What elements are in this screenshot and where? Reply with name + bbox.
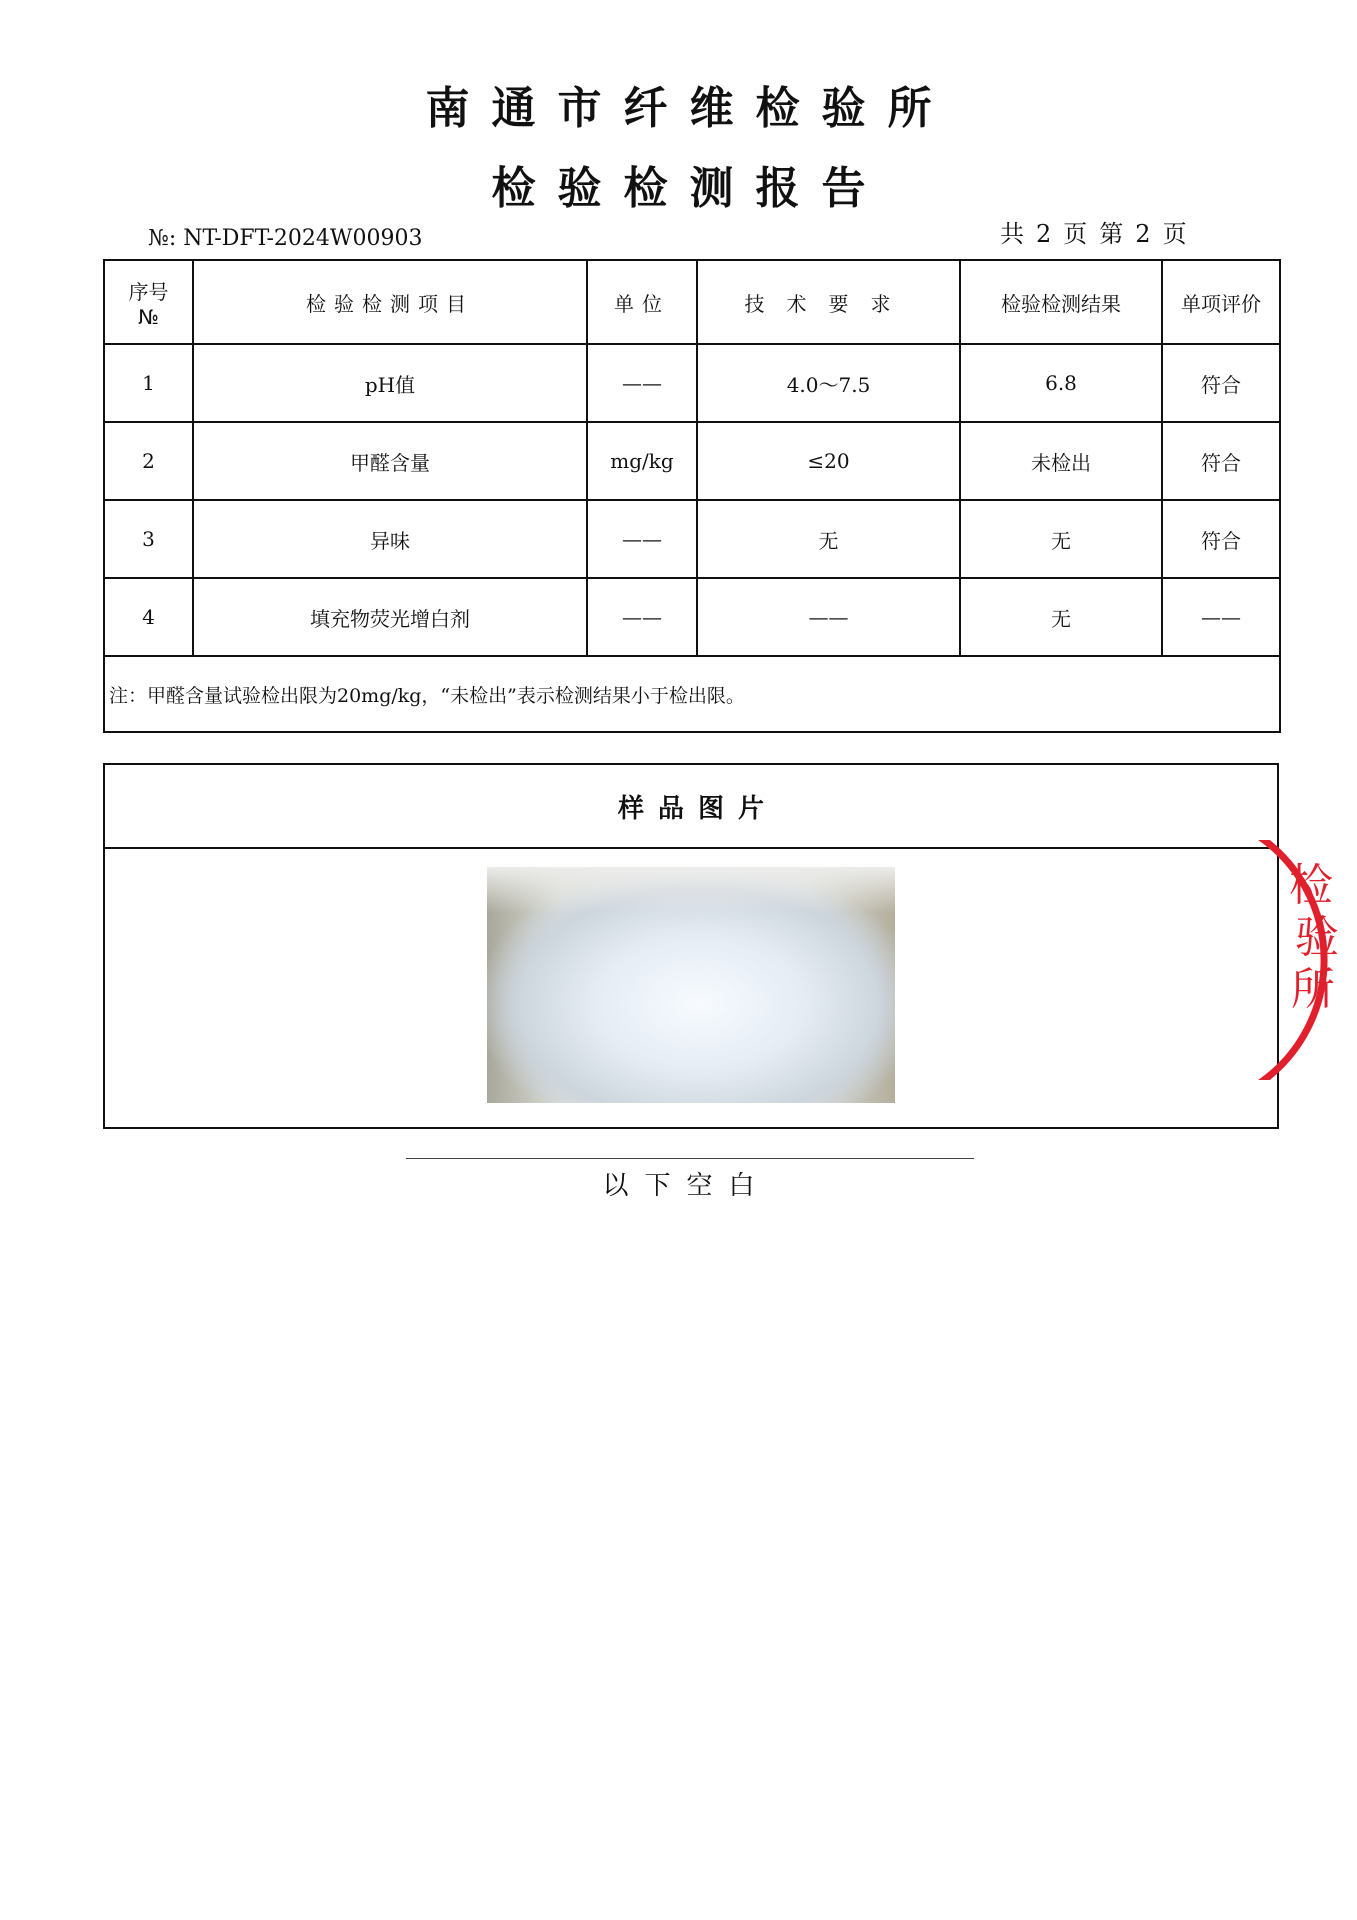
header-unit: 单位 (587, 260, 697, 344)
end-rule (406, 1158, 974, 1159)
page-info-part: 共 (1000, 220, 1024, 248)
header-seq-symbol: № (138, 304, 159, 329)
cell-evaluation: 符合 (1162, 500, 1280, 578)
page-info-part: 2 (1135, 220, 1151, 248)
cell-evaluation: —— (1162, 578, 1280, 656)
header-evaluation: 单项评价 (1162, 260, 1280, 344)
page-info-part: 2 (1036, 220, 1052, 248)
table-row (104, 500, 1280, 578)
stamp-char: 检 (1289, 860, 1333, 911)
cell-unit: mg/kg (587, 422, 697, 500)
stamp-char: 所 (1291, 964, 1335, 1015)
org-name: 南通市纤维检验所 (425, 83, 954, 134)
cell-requirement: 无 (697, 500, 960, 578)
table-row (104, 344, 1280, 422)
cell-unit: —— (587, 578, 697, 656)
report-title: 检验检测报告 (491, 163, 888, 214)
cell-item: pH值 (193, 344, 587, 422)
cell-result: 未检出 (960, 422, 1162, 500)
table-note: 注：甲醛含量试验检出限为20mg/kg，“未检出”表示检测结果小于检出限。 (104, 656, 1280, 732)
table-row (104, 578, 1280, 656)
cell-item: 异味 (193, 500, 587, 578)
cell-seq: 3 (104, 500, 193, 578)
cell-seq: 4 (104, 578, 193, 656)
sample-title: 样品图片 (105, 765, 1277, 849)
table-header-row (104, 260, 1280, 344)
cell-requirement: 4.0～7.5 (697, 344, 960, 422)
cell-item: 甲醛含量 (193, 422, 587, 500)
note-row (104, 656, 1280, 732)
cell-seq: 2 (104, 422, 193, 500)
header-result: 检验检测结果 (960, 260, 1162, 344)
stamp-char: 验 (1295, 912, 1339, 963)
cell-requirement: —— (697, 578, 960, 656)
cell-seq: 1 (104, 344, 193, 422)
sample-photo (487, 867, 895, 1103)
cell-requirement: ≤20 (697, 422, 960, 500)
end-mark: 以下空白 (602, 1171, 771, 1201)
cell-evaluation: 符合 (1162, 344, 1280, 422)
cell-result: 6.8 (960, 344, 1162, 422)
header-seq-label: 序号 (128, 279, 169, 304)
cell-evaluation: 符合 (1162, 422, 1280, 500)
header-seq (104, 260, 193, 344)
cell-item: 填充物荧光增白剂 (193, 578, 587, 656)
header-requirement: 技术要求 (697, 260, 960, 344)
header-item: 检验检测项目 (193, 260, 587, 344)
stamp-seal (1257, 840, 1357, 1080)
report-number: №: NT-DFT-2024W00903 (148, 226, 423, 251)
results-table (103, 259, 1281, 733)
page-info-part: 第 (1099, 220, 1124, 248)
table-row (104, 422, 1280, 500)
cell-result: 无 (960, 500, 1162, 578)
cell-result: 无 (960, 578, 1162, 656)
page-info (1000, 214, 1199, 249)
cell-unit: —— (587, 500, 697, 578)
cell-unit: —— (587, 344, 697, 422)
page-info-part: 页 (1063, 220, 1088, 248)
page-info-part: 页 (1162, 220, 1187, 248)
sample-photo-glare (487, 867, 895, 913)
sample-section (103, 763, 1279, 1129)
